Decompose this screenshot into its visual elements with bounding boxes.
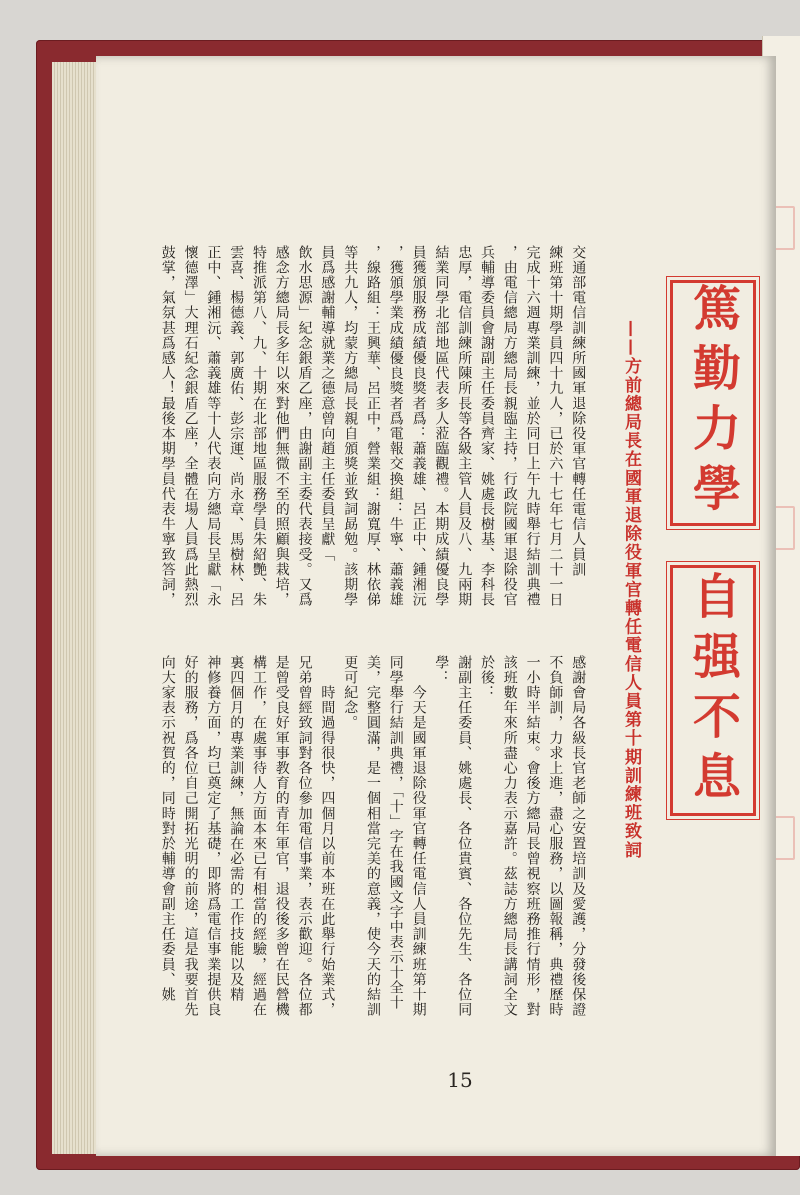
text-column: 特推派第八、九、十期在北部地區服務學員朱紹艷、朱 — [251, 245, 267, 608]
title-stamp-1 — [670, 280, 756, 526]
text-column: 正中、鍾湘沅、蕭義雄等十人代表向方總局長呈獻「永 — [205, 245, 222, 608]
text-column: 同學舉行結訓典禮，「十」字在我國文字中表示十全十 — [387, 655, 404, 1011]
title-stamp-2 — [670, 565, 756, 816]
page-number: 15 — [447, 1068, 473, 1092]
text-column: 構工作，在處事待人方面本來已有相當的經驗，經過在 — [251, 655, 267, 1018]
text-column: 好的服務，爲各位自己開拓光明的前途，這是我要首先 — [182, 655, 199, 1018]
text-column: 一小時半結束。會後方總局長曾視察班務推行情形，對 — [524, 655, 541, 1018]
text-column: 完成十六週專業訓練，並於同日上午九時舉行結訓典禮 — [524, 245, 541, 608]
text-column: 兄弟曾經致詞對各位參加電信事業，表示歡迎。各位都 — [296, 655, 313, 1018]
text-column: 感謝會局各級長官老師之安置培訓及愛護，分發後保證 — [570, 655, 587, 1018]
text-column: 交通部電信訓練所國軍退除役軍官轉任電信人員訓 — [570, 245, 587, 578]
text-column: ，線路組：王興華、呂正中，營業組：謝寬厚、林依俤 — [365, 245, 381, 608]
text-column: 結業同學北部地區代表多人蒞臨觀禮。本期成績優良學 — [433, 245, 450, 608]
text-column: 兵輔導委員會謝副主任委員齊家、姚處長樹基、李科長 — [479, 245, 495, 608]
text-column: 神修養方面，均已奠定了基礎，即將爲電信事業提供良 — [205, 655, 222, 1018]
text-column: 等共九人，均蒙方總局長親自頒獎並致詞勗勉。該期學 — [342, 245, 359, 608]
text-column: 該班數年來所盡心力表示嘉許。茲誌方總局長講詞全文 — [501, 655, 518, 1018]
title-stamp-text: 自强不息 — [684, 570, 741, 811]
text-column: 忠厚，電信訓練所陳所長等各級主管人員及八、九兩期 — [456, 245, 473, 608]
text-column: 美，完整圓滿，是一個相當完美的意義，使今天的結訓 — [365, 655, 381, 1018]
text-column: 員爲感謝輔導就業之德意曾向趙主任委員呈獻「 — [319, 245, 336, 563]
article-subtitle: ——方前總局長在國軍退除役軍官轉任電信人員第十期訓練班致詞 — [621, 320, 641, 860]
text-column: 員獲頒服務成績優良獎者爲：蕭義雄、呂正中、鍾湘沅 — [410, 245, 427, 608]
text-column: 謝副主任委員、姚處長、各位貴賓、各位先生、各位同 — [456, 655, 473, 1018]
text-column: 是曾受良好軍事教育的青年軍官，退役後多曾在民營機 — [273, 655, 290, 1018]
text-column: 向大家表示祝賀的，同時對於輔導會副主任委員、姚 — [159, 655, 176, 1003]
text-column: 不負師訓，力求上進，盡心服務，以圖報稱，典禮歷時 — [547, 655, 564, 1018]
text-column: 裏四個月的專業訓練，無論在必需的工作技能以及精 — [228, 655, 245, 1003]
text-column: 鼓掌，氣氛甚爲感人！最後本期學員代表牛寧致答詞， — [159, 245, 176, 608]
text-column: 感念方總局長多年以來對他們無微不至的照顧與栽培， — [273, 245, 290, 608]
text-column: 懷德澤」大理石紀念銀盾乙座，全體在場人員爲此熱烈 — [182, 245, 199, 608]
text-column: 學： — [433, 655, 450, 686]
text-column: 練班第十期學員四十九人，已於六十七年七月二十一日 — [547, 245, 564, 608]
text-column: 於後： — [479, 655, 495, 701]
title-stamp-text: 篤勤力學 — [684, 283, 741, 523]
text-column: 更可紀念。 — [342, 655, 359, 731]
text-column: ，獲頒學業成績優良獎者爲電報交換組：牛寧、蕭義雄 — [387, 245, 404, 608]
text-column: 今天是國軍退除役軍官轉任電信人員訓練班第十期 — [410, 655, 427, 1018]
text-column: 時間過得很快，四個月以前本班在此舉行始業式， — [319, 655, 336, 1018]
text-column: 雲喜、楊德義、郭廣佑、彭宗運、尚永章、馬樹林、呂 — [228, 245, 245, 608]
text-column: 飲水思源」紀念銀盾乙座，由謝副主委代表接受。又爲 — [296, 245, 313, 608]
text-column: ，由電信總局方總局長親臨主持，行政院國軍退除役官 — [501, 245, 518, 608]
